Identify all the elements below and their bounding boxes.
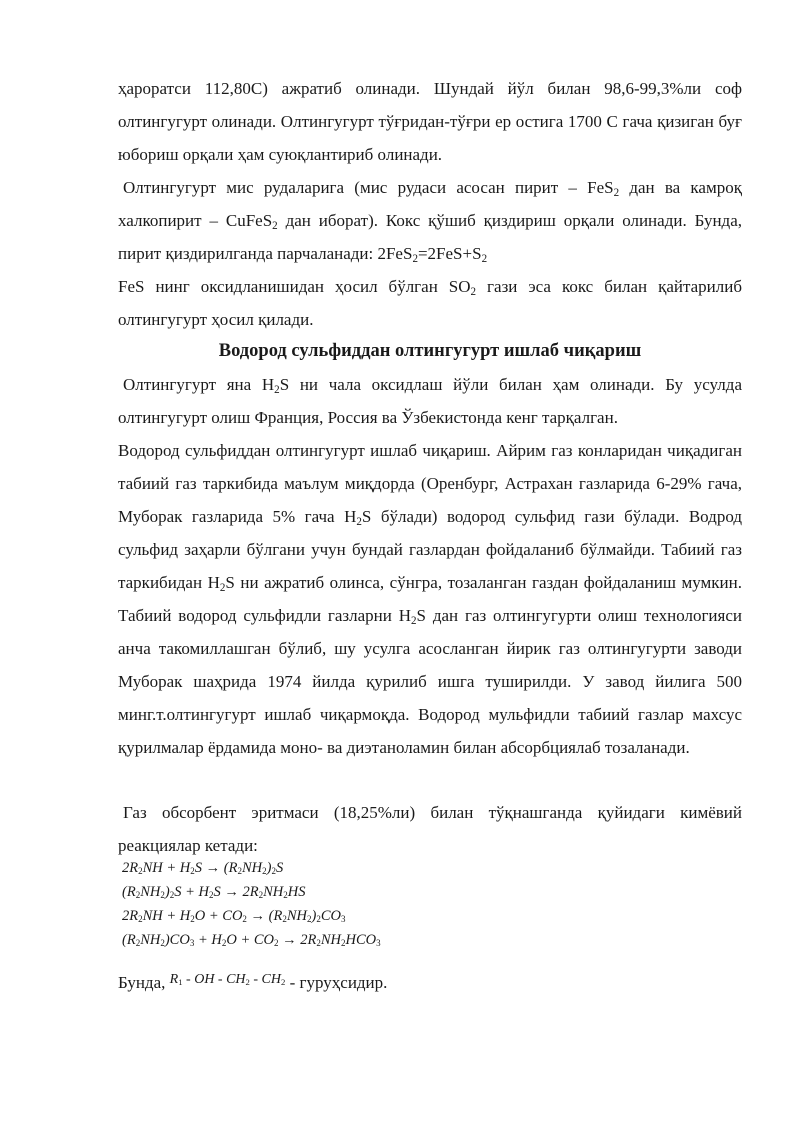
eq-part: NH — [241, 860, 263, 876]
eq-sub: 2 — [282, 914, 287, 925]
eq-part: HS — [287, 884, 306, 900]
eq-sub: 2 — [190, 914, 195, 925]
paragraph-text: Газ обсорбент эритмаси (18,25%ли) билан тўқнашганда қуйидаги кимёвий реакциялар кетади: — [118, 803, 742, 855]
eq-part: ) — [164, 884, 170, 900]
section-heading: Водород сульфиддан олтингугурт ишлаб чиқариш — [218, 341, 642, 361]
eq-part: CO — [320, 908, 342, 924]
paragraph-text: дан иборат). Кокс қўшиб қиздириш орқали олинади. Бунда, пирит қиздирилганда парчаланади: 2FeS — [118, 211, 742, 263]
eq-sub: 2 — [258, 890, 264, 901]
paragraph-text: гази эса кокс билан қайтарилиб олтингугурт ҳосил қилади. — [118, 277, 742, 329]
eq-part: → (R — [246, 908, 283, 924]
paragraph-text: S ни чала оксидлаш йўли билан ҳам олинади. Бу усулда олтингугурт олиш Франция, Россия ва Ўзбекистонда кенг тарқалган. — [118, 375, 742, 427]
eq-part: S + H — [174, 884, 209, 900]
eq-part: R — [169, 972, 179, 987]
paragraph-text: Водород сульфиддан олтингугурт ишлаб чиқариш. Айрим газ конларидан чиқадиган табиий газ таркибида маълум миқдорда (Оренбург, Астрахан газларида 6-29% гача, Муборак газларида 5% гача H — [118, 441, 742, 526]
subscript: 2 — [613, 186, 620, 199]
eq-part: → 2R — [278, 932, 317, 948]
eq-part: NH + H — [142, 908, 191, 924]
eq-part: - OH - CH — [182, 972, 246, 987]
paragraph-radical-definition — [118, 970, 387, 998]
subscript: 2 — [410, 614, 417, 627]
paragraph-text: FeS нинг оксидланишидан ҳосил бўлган SO — [118, 277, 471, 296]
eq-part: (R — [122, 884, 136, 900]
paragraph-text: Олтингугурт мис рудаларига (мис рудаси асосан пирит – FeS — [123, 178, 614, 197]
eq-part: HCO — [345, 932, 377, 948]
eq-part: ) — [311, 908, 317, 924]
eq-sub: 2 — [283, 890, 288, 901]
subscript: 2 — [274, 383, 280, 396]
eq-part: NH + H — [142, 860, 191, 876]
eq-part: S → 2R — [213, 884, 259, 900]
eq-part: NH — [320, 932, 342, 948]
eq-sub: 2 — [281, 977, 286, 988]
eq-sub: 2 — [316, 914, 321, 925]
eq-part: + H — [194, 932, 222, 948]
paragraph-text: =2FeS+S — [417, 244, 482, 263]
eq-sub: 2 — [169, 890, 175, 901]
paragraph-text: ҳароратси 112,80С) ажратиб олинади. Шундай йўл билан 98,6-99,3%ли соф олтингугурт олинади. Олтингугурт тўғридан-тўғри ер остига 1700 С гача қизиган буғ юбориш орқали ҳам суюқлантириб олинади. — [118, 79, 742, 164]
paragraph-text: S ни ажратиб олинса, сўнгра, тозаланган газдан фойдаланиш мумкин. Табиий водород сульфидли газларни H — [118, 573, 742, 625]
eq-sub: 2 — [138, 914, 143, 925]
subscript: 2 — [219, 581, 226, 594]
radical-formula — [170, 972, 286, 987]
paragraph-h2s-oxidation — [118, 368, 742, 434]
eq-sub: 2 — [190, 866, 195, 877]
paragraph-copper-ores — [118, 171, 742, 270]
eq-sub: 2 — [160, 890, 165, 901]
paragraph-text: Олтингугурт яна H — [123, 375, 275, 394]
eq-sub: 2 — [160, 938, 165, 949]
eq-sub: 2 — [208, 890, 214, 901]
eq-sub: 2 — [271, 866, 276, 877]
paragraph-text: дан ва камроқ халкопирит – CuFeS — [118, 178, 742, 230]
eq-sub: 2 — [237, 866, 242, 877]
eq-part: NH — [286, 908, 308, 924]
equation-2 — [122, 881, 305, 903]
paragraph-sulfur-extraction — [118, 72, 742, 171]
subscript: 2 — [272, 219, 278, 232]
eq-sub: 2 — [135, 938, 141, 949]
eq-part: R — [129, 860, 139, 876]
eq-sub: 3 — [341, 914, 346, 925]
paragraph-text: - гуруҳсидир. — [285, 973, 388, 992]
eq-part: 2R — [122, 908, 139, 924]
eq-sub: 2 — [242, 914, 247, 925]
eq-sub: 2 — [138, 866, 143, 877]
subscript: 2 — [481, 252, 488, 265]
eq-part: ) — [266, 860, 272, 876]
equation-1 — [122, 857, 283, 879]
subscript: 2 — [412, 252, 418, 265]
equation-3 — [122, 905, 346, 927]
paragraph-text: Бунда, — [118, 973, 170, 992]
paragraph-text: S бўлади) водород сульфид гази бўлади. Водрод сульфид заҳарли бўлгани учун бундай газлардан фойдаланиб бўлмайди. Табиий газ таркибидан H — [118, 507, 742, 592]
eq-sub: 1 — [178, 977, 183, 988]
eq-sub: 2 — [307, 914, 312, 925]
eq-part: S → (R — [194, 860, 238, 876]
eq-sub: 2 — [245, 977, 250, 988]
eq-sub: 2 — [274, 938, 279, 949]
eq-part: NH — [140, 884, 161, 900]
subscript: 2 — [470, 285, 477, 298]
eq-part: (R — [122, 932, 136, 948]
eq-part: O + CO — [194, 908, 243, 924]
paragraph-fes-oxidation — [118, 270, 742, 336]
paragraph-text: S дан газ олтингугурти олиш технологияси анча такомиллашган бўлиб, шу усулга асосланган йирик газ олтингугурти заводи Муборак шаҳрида 1974 йилда қурилиб ишга туширилди. У завод йилига 500 минг.т.олтингугурт ишлаб чиқармоқда. Водород мульфидли табиий газлар махсус қурилмалар ёрдамида моно- ва диэтаноламин билан абсорбциялаб тозаланади. — [118, 606, 742, 757]
eq-part: S — [275, 860, 284, 876]
eq-sub: 2 — [221, 938, 227, 949]
eq-sub: 3 — [189, 938, 195, 949]
eq-part: )CO — [164, 932, 190, 948]
eq-sub: 2 — [316, 938, 321, 949]
eq-sub: 2 — [262, 866, 267, 877]
paragraph-gas-sulfur-production — [118, 434, 742, 764]
subscript: 2 — [356, 515, 362, 528]
paragraph-absorbent-reactions — [118, 796, 742, 862]
equation-4 — [122, 929, 381, 951]
eq-sub: 3 — [376, 938, 381, 949]
eq-part: O + CO — [226, 932, 274, 948]
eq-part: - CH — [249, 972, 282, 987]
eq-sub: 2 — [135, 890, 141, 901]
eq-sub: 2 — [341, 938, 346, 949]
eq-part: 2 — [122, 860, 130, 876]
eq-part: NH — [140, 932, 161, 948]
eq-part: NH — [263, 884, 284, 900]
